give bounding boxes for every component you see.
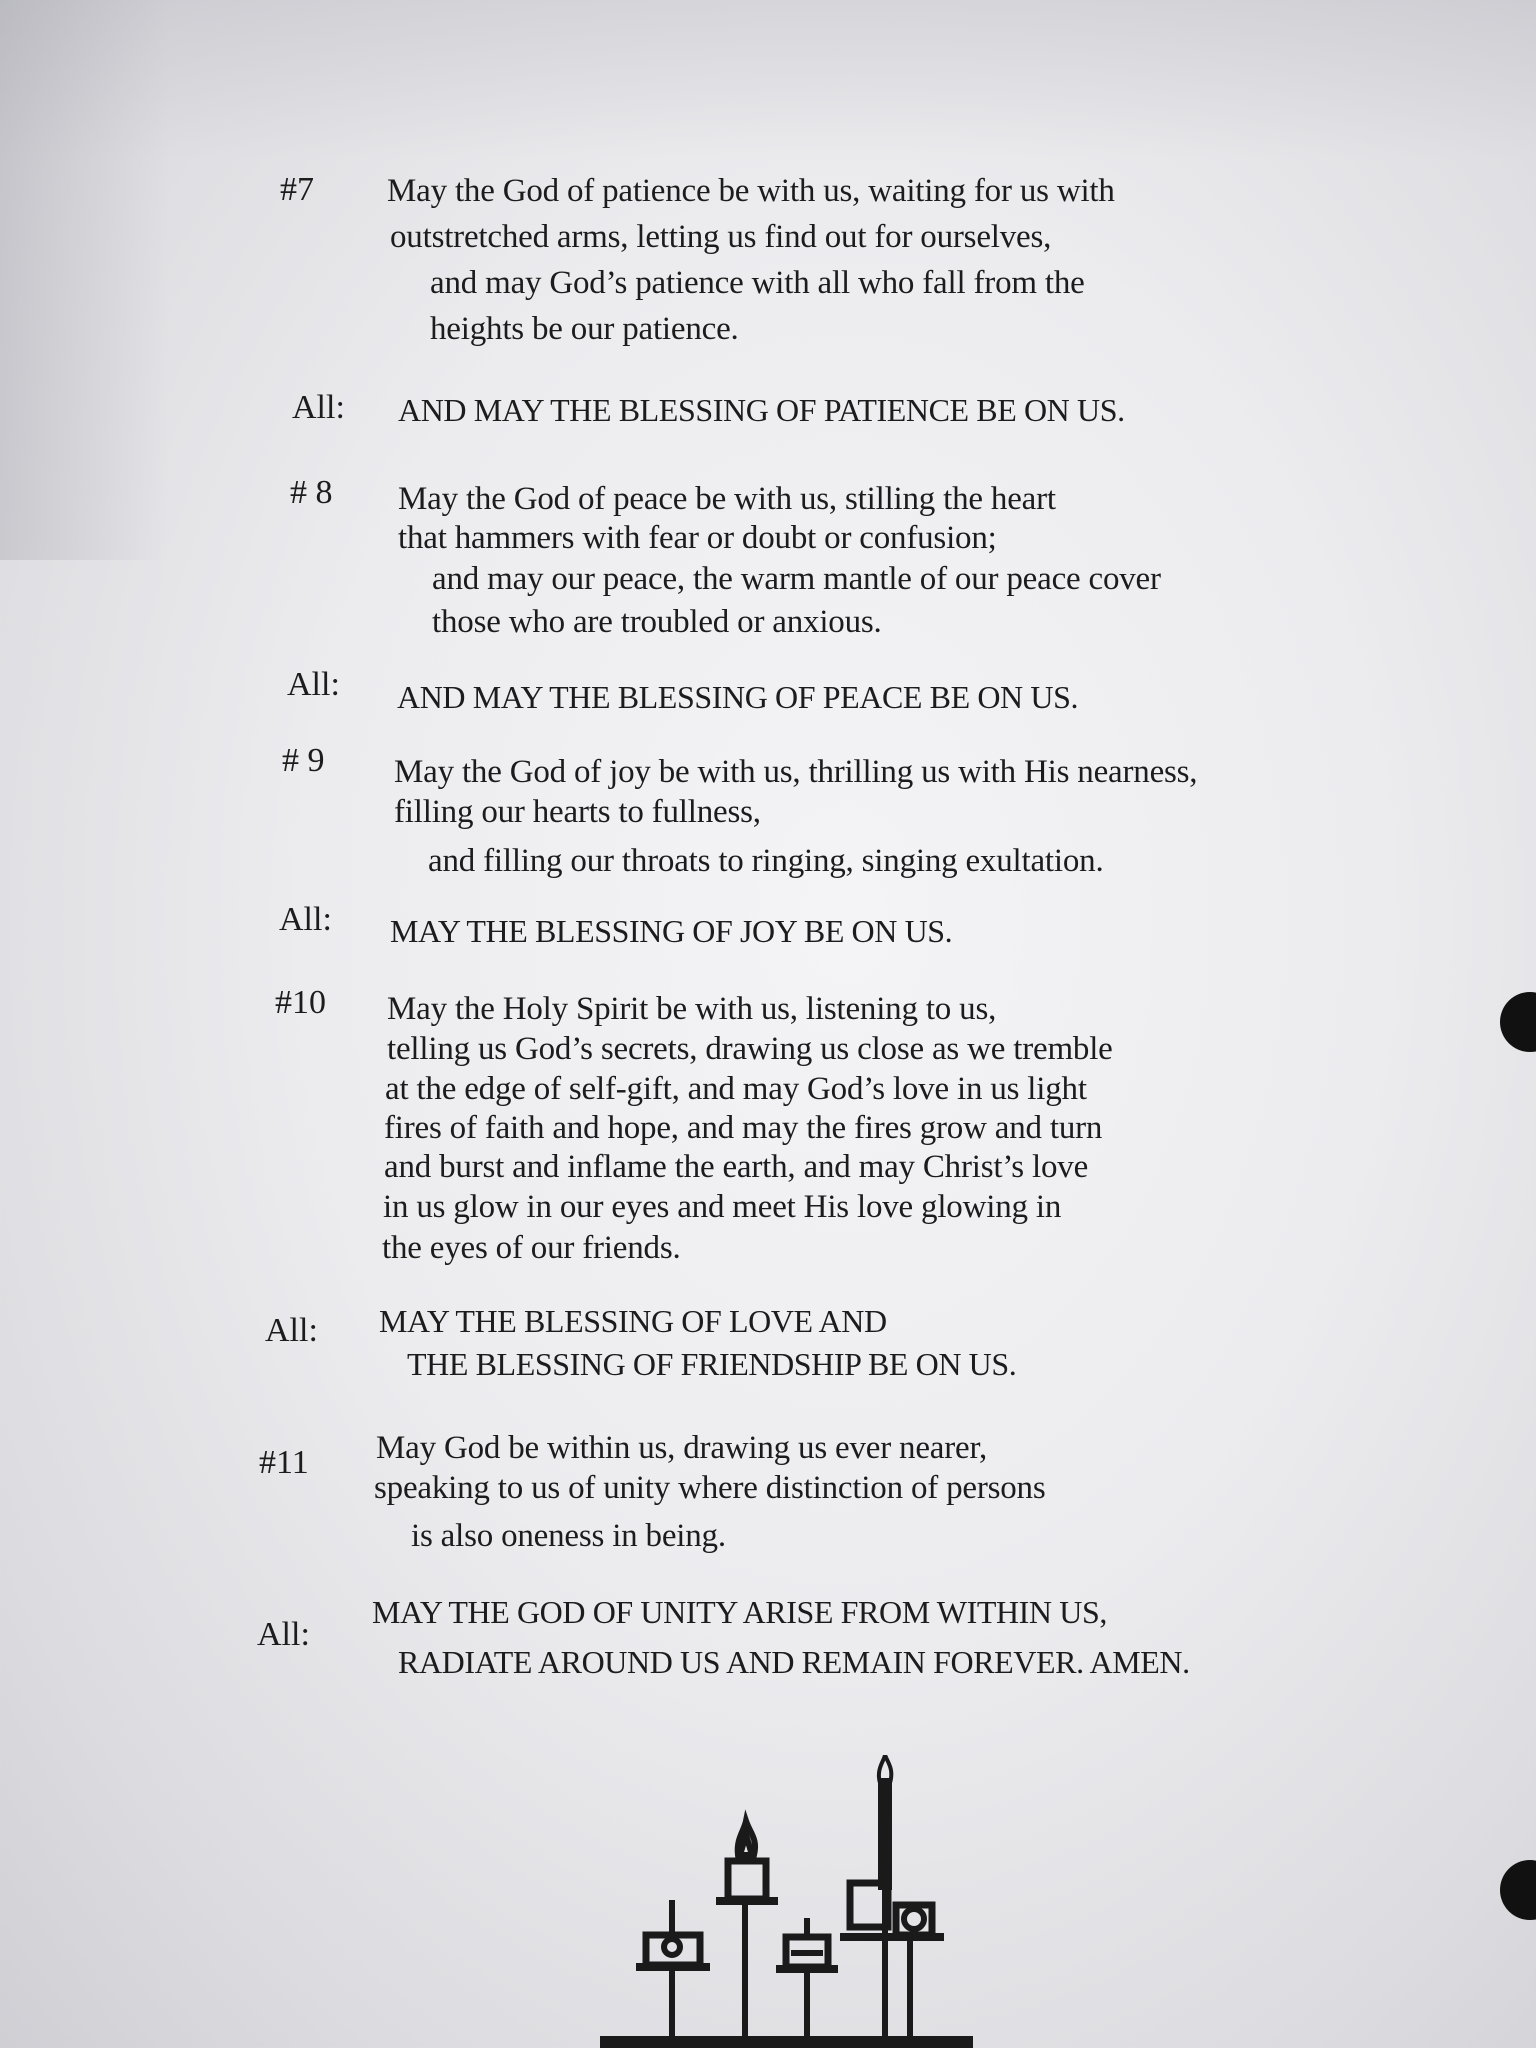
stanza-line: telling us God’s secrets, drawing us close as we tremble (387, 1031, 1113, 1067)
stanza-number: #11 (259, 1444, 309, 1481)
response-line: AND MAY THE BLESSING OF PEACE BE ON US. (397, 679, 1079, 715)
stanza-line: that hammers with fear or doubt or confusion; (398, 520, 997, 556)
stanza-line: and burst and inflame the earth, and may Christ’s love (384, 1149, 1089, 1185)
response-line: MAY THE BLESSING OF JOY BE ON US. (390, 913, 953, 949)
response-label: All: (279, 901, 332, 938)
stanza-line: May the God of peace be with us, stilling the heart (398, 481, 1056, 517)
response-line: THE BLESSING OF FRIENDSHIP BE ON US. (407, 1346, 1017, 1382)
stanza-number: # 9 (282, 742, 325, 779)
stanza-line: May the Holy Spirit be with us, listening to us, (387, 991, 997, 1027)
stanza-number: #10 (275, 984, 326, 1021)
stanza-line: fires of faith and hope, and may the fires grow and turn (384, 1110, 1103, 1146)
punch-hole (1500, 992, 1536, 1052)
stanza-line: speaking to us of unity where distinction of persons (374, 1470, 1046, 1506)
stanza-line: those who are troubled or anxious. (432, 604, 882, 640)
stanza-line: and filling our throats to ringing, singing exultation. (428, 843, 1104, 879)
stanza-line: May God be within us, drawing us ever nearer, (376, 1430, 988, 1466)
stanza-number: #7 (280, 171, 314, 208)
stanza-line: at the edge of self-gift, and may God’s love in us light (385, 1071, 1087, 1107)
stanza-line: May the God of patience be with us, waiting for us with (387, 173, 1115, 209)
stanza-line: and may God’s patience with all who fall from the (430, 265, 1085, 301)
stanza-line: and may our peace, the warm mantle of our peace cover (432, 561, 1161, 597)
response-line: MAY THE GOD OF UNITY ARISE FROM WITHIN US, (372, 1594, 1107, 1630)
response-line: AND MAY THE BLESSING OF PATIENCE BE ON US. (398, 392, 1125, 428)
punch-hole (1500, 1860, 1536, 1920)
response-line: RADIATE AROUND US AND REMAIN FOREVER. AMEN. (398, 1644, 1190, 1680)
shadow-left (0, 0, 170, 560)
stanza-line: is also oneness in being. (411, 1518, 726, 1554)
stanza-line: in us glow in our eyes and meet His love glowing in (383, 1189, 1062, 1225)
stanza-line: heights be our patience. (430, 311, 739, 347)
stanza-line: the eyes of our friends. (382, 1230, 681, 1266)
stanza-line: outstretched arms, letting us find out for ourselves, (390, 219, 1052, 255)
candles-icon (600, 1755, 980, 2048)
response-label: All: (292, 389, 345, 426)
response-line: MAY THE BLESSING OF LOVE AND (379, 1303, 887, 1339)
shadow-top (0, 0, 1536, 160)
response-label: All: (257, 1616, 310, 1653)
stanza-number: # 8 (290, 474, 333, 511)
response-label: All: (287, 666, 340, 703)
response-label: All: (265, 1312, 318, 1349)
stanza-line: May the God of joy be with us, thrilling us with His nearness, (394, 754, 1198, 790)
stanza-line: filling our hearts to fullness, (394, 794, 761, 830)
